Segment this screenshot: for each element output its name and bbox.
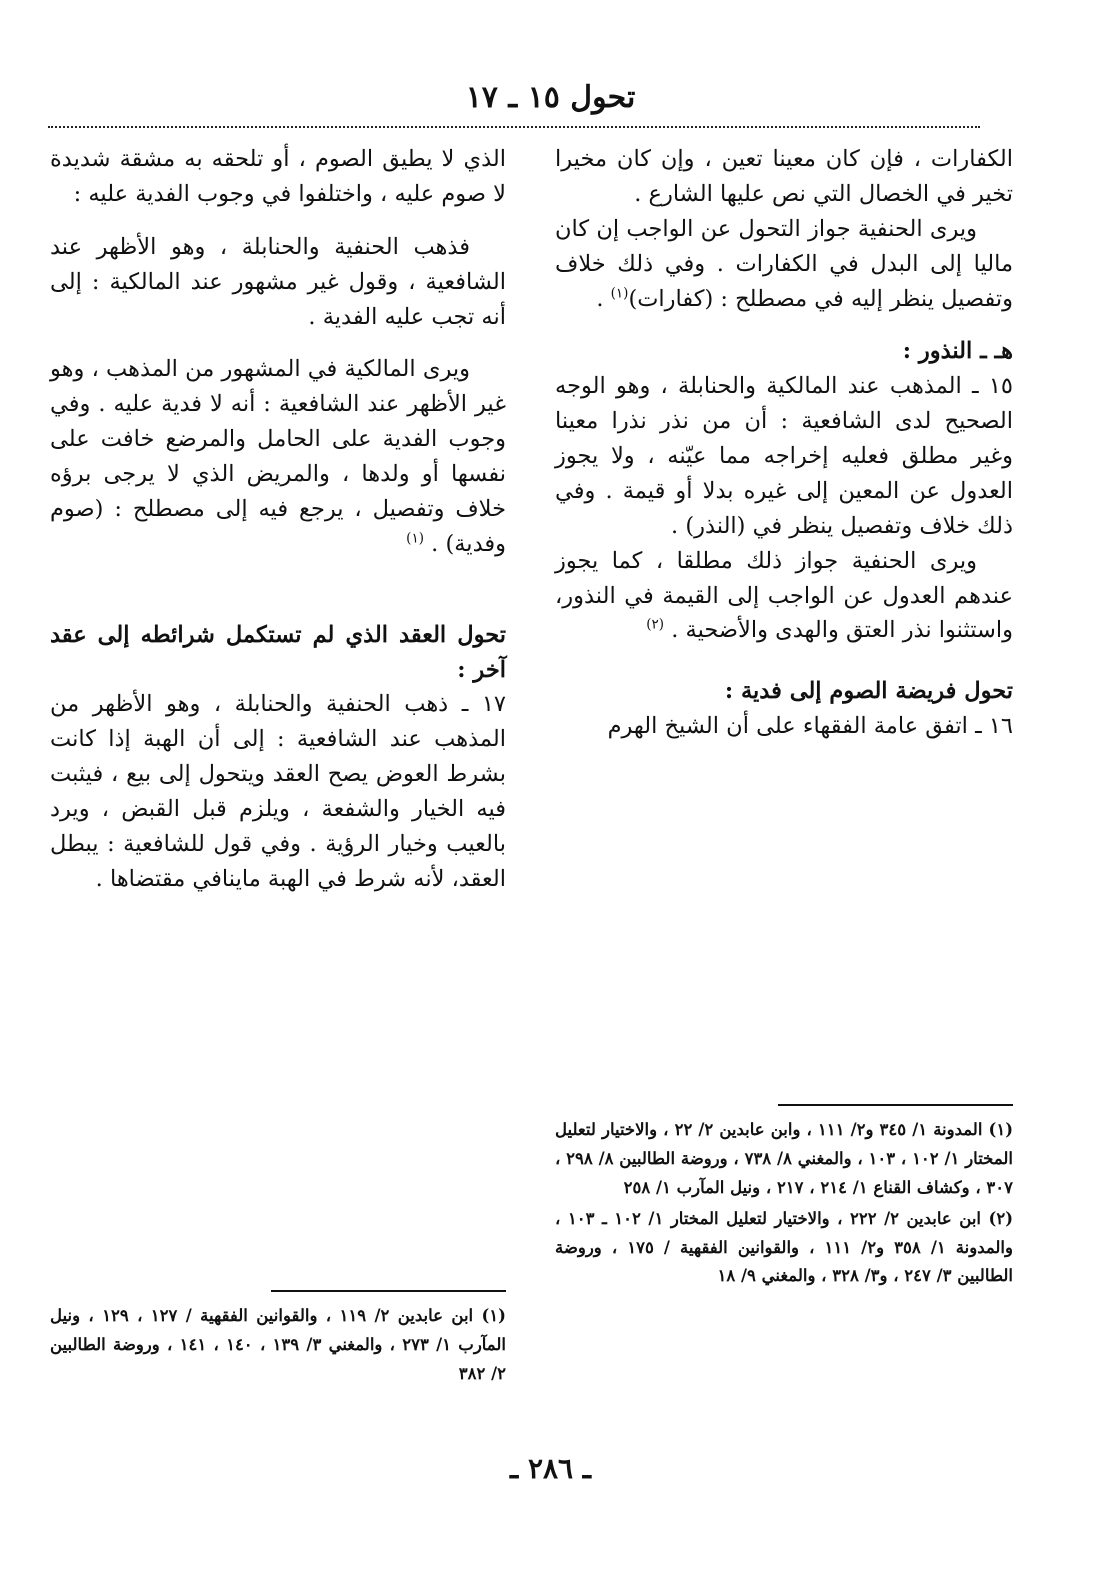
section-heading: تحول فريضة الصوم إلى فدية : xyxy=(724,678,1013,705)
section-heading: تحول العقد الذي لم تستكمل شرائطه إلى عقد آخر : xyxy=(50,621,506,683)
footnote: (١) ابن عابدين ٢/ ١١٩ ، والقوانين الفقهية / ١٢٧ ، ١٢٩ ، ونيل المآرب ١/ ٢٧٣ ، والمغني ٣/ ١٣٩ ، ١٤٠ ، ١٤١ ، وروضة الطالبين ٢/ ٣٨٢ xyxy=(50,1306,506,1383)
footnote: (٢) ابن عابدين ٢/ ٢٢٢ ، والاختيار لتعليل المختار ١/ ١٠٢ ـ ١٠٣ ، والمدونة ١/ ٣٥٨ و٢/ ١١١ ، والقوانين الفقهية / ١٧٥ ، وروضة الطالبين ٣/ ٢٤٧ ، و٣/ ٣٢٨ ، والمغني ٩/ ١٨ xyxy=(555,1208,1014,1286)
paragraph: ١٦ ـ اتفق عامة الفقهاء على أن الشيخ الهرم xyxy=(607,713,1013,740)
footnote-rule xyxy=(778,1104,1013,1106)
footnotes-left xyxy=(50,1290,506,1391)
footnote-ref: (١) xyxy=(610,285,629,301)
page-number: ـ ٢٨٦ ـ xyxy=(509,1452,592,1485)
paragraph: ويرى المالكية في المشهور من المذهب ، وهو غير الأظهر عند الشافعية : أنه لا فدية عليه . وفي وجوب الفدية على الحامل والمرضع خافت على نفسها أو ولدها ، والمريض الذي لا يرجى برؤه خلاف وتفصيل ، يرجع فيه إلى مصطلح : (صوم وفدية) . $^{(١)}$ xyxy=(50,356,506,557)
paragraph: ويرى الحنفية جواز التحول عن الواجب إن كان ماليا إلى البدل في الكفارات . وفي ذلك خلاف وتفصيل ينظر إليه في مصطلح : (كفارات)$^{(١)}$ . xyxy=(555,215,1013,312)
footnote: (١) المدونة ١/ ٣٤٥ و٢/ ١١١ ، وابن عابدين ٢/ ٢٢ ، والاختيار لتعليل المختار ١/ ١٠٢ ، ١٠٣ ، والمغني ٨/ ٧٣٨ ، وروضة الطالبين ٨/ ٢٩٨ ، ٣٠٧ ، وكشاف القناع ١/ ٢١٤ ، ٢١٧ ، ونيل المآرب ١/ ٢٥٨ xyxy=(555,1120,1013,1197)
paragraph: ١٧ ـ ذهب الحنفية والحنابلة ، وهو الأظهر من المذهب عند الشافعية : إلى أن الهبة إذا كانت بشرط العوض يصح العقد ويتحول إلى بيع ، فيثبت فيه الخيار والشفعة ، ويلزم قبل القبض ، ويرد بالعيب وخيار الرؤية . وفي قول للشافعية : يبطل العقد، لأنه شرط في الهبة ماينافي مقتضاها . xyxy=(50,691,506,892)
paragraph: الذي لا يطيق الصوم ، أو تلحقه به مشقة شديدة لا صوم عليه ، واختلفوا في وجوب الفدية عليه : xyxy=(50,146,506,207)
footnote-ref: (١) xyxy=(406,530,424,547)
running-header: تحول ١٥ ـ ١٧ xyxy=(465,80,636,115)
header-dotted-rule xyxy=(48,126,980,128)
footnote-rule xyxy=(271,1290,506,1292)
paragraph: الكفارات ، فإن كان معينا تعين ، وإن كان مخيرا تخير في الخصال التي نص عليها الشارع . xyxy=(555,146,1013,207)
paragraph: ١٥ ـ المذهب عند المالكية والحنابلة ، وهو الوجه الصحيح لدى الشافعية : أن من نذر نذرا معينا وغير مطلق فعليه إخراجه مما عيّنه ، ولا يجوز العدول عن المعين إلى غيره بدلا أو قيمة . وفي ذلك خلاف وتفصيل ينظر في (النذر) . xyxy=(555,373,1013,539)
section-heading: هـ ـ النذور : xyxy=(902,338,1013,365)
right-column xyxy=(555,142,1013,744)
paragraph: فذهب الحنفية والحنابلة ، وهو الأظهر عند الشافعية ، وقول غير مشهور عند المالكية : إلى أنه تجب عليه الفدية . xyxy=(50,233,506,330)
footnote-ref: (٢) xyxy=(646,616,665,633)
paragraph: ويرى الحنفية جواز ذلك مطلقا ، كما يجوز عندهم العدول عن الواجب إلى القيمة في النذور، واستثنوا نذر العتق والهدى والأضحية . $^{(٢)}$ xyxy=(555,547,1013,644)
footnotes-right xyxy=(555,1104,1013,1293)
left-column xyxy=(50,142,506,897)
